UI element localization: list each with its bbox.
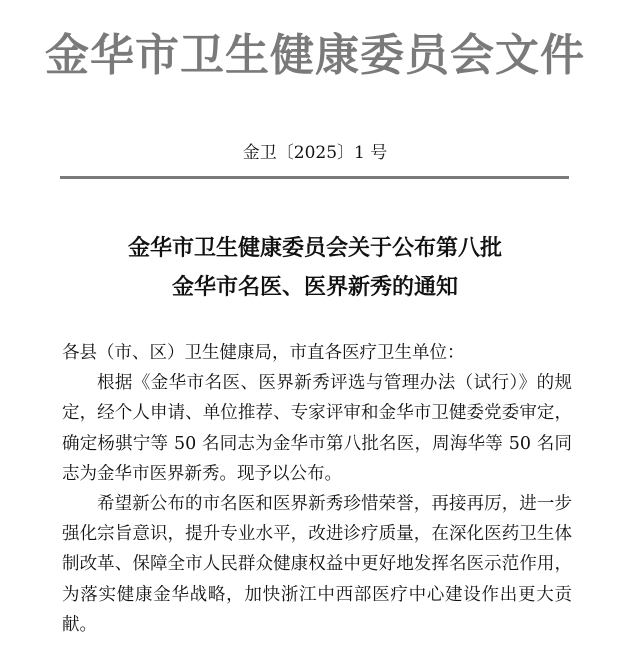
body-paragraph-1: 根据《金华市名医、医界新秀评选与管理办法（试行）》的规定，经个人申请、单位推荐、专家评审和金华市卫健委党委审定，确定杨骐宁等 50 名同志为金华市第八批名医，周海华等 50 名同志为金华市医界新秀。现予以公布。 xyxy=(62,373,572,484)
notice-title xyxy=(0,229,630,307)
header-divider xyxy=(60,176,569,179)
body-paragraph-2: 希望新公布的市名医和医界新秀珍惜荣誉，再接再厉，进一步强化宗旨意识，提升专业水平，改进诊疗质量，在深化医药卫生体制改革、保障全市人民群众健康权益中更好地发挥名医示范作用，为落实健康金华战略，加快浙江中西部医疗中心建设作出更大贡献。 xyxy=(62,494,572,635)
document-number: 金卫〔2025〕1 号 xyxy=(242,143,388,163)
notice-body xyxy=(62,338,572,640)
addressee-line: 各县（市、区）卫生健康局，市直各医疗卫生单位： xyxy=(62,343,465,363)
notice-title-line-2: 金华市名医、医界新秀的通知 xyxy=(171,275,458,300)
notice-title-line-1: 金华市卫生健康委员会关于公布第八批 xyxy=(127,236,502,261)
document-header-title: 金华市卫生健康委员会文件 xyxy=(45,30,585,81)
